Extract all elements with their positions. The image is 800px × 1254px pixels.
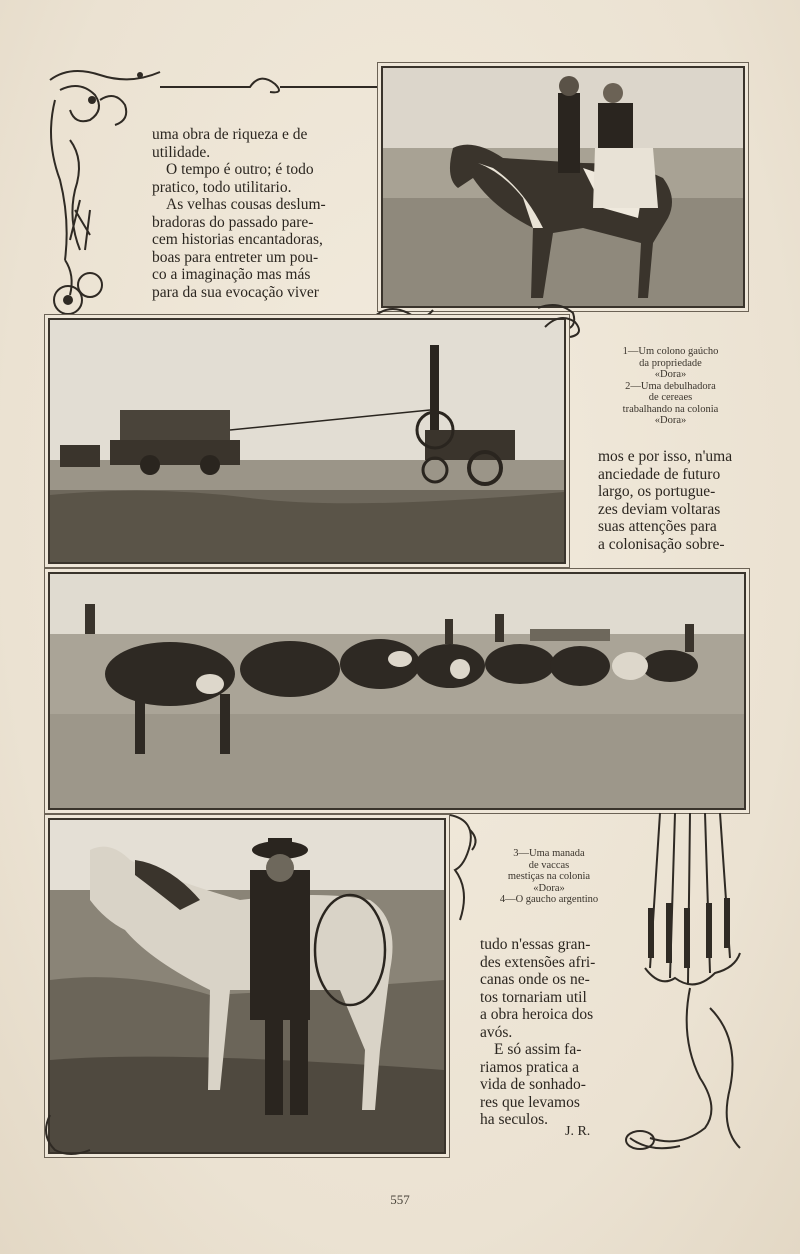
page-number: 557 — [390, 1192, 410, 1207]
caption-line: trabalhando na colonia — [622, 403, 719, 415]
text-line: O tempo é outro; é todo — [166, 161, 314, 178]
article-text-block-1 — [152, 126, 352, 301]
text-line: utilidade. — [152, 143, 211, 161]
text-line: zes deviam voltaras — [598, 500, 721, 518]
text-line: a colonisação sobre- — [598, 535, 725, 553]
text-line: vida de sonhado- — [480, 1076, 586, 1093]
text-line: mos e por isso, n'uma — [598, 448, 733, 465]
text-line: boas para entreter um pou- — [152, 248, 319, 266]
text-line: anciedade de futuro — [598, 465, 721, 483]
text-line: bradoras do passado pare- — [152, 213, 314, 231]
article-text-block-3 — [480, 936, 616, 1129]
text-line: a obra heroica dos — [480, 1006, 594, 1023]
author-signature: J. R. — [565, 1124, 591, 1139]
floral-ornament-top-left — [40, 60, 170, 320]
caption-line: 3—Uma manada — [513, 848, 585, 859]
caption-line: mestiças na colonia — [507, 871, 591, 882]
text-line: des extensões afri- — [480, 953, 596, 971]
photo-herd-of-cows — [48, 572, 746, 810]
text-line: para da sua evocação viver — [152, 283, 319, 301]
text-line: tudo n'essas gran- — [480, 936, 591, 953]
text-line: largo, os portugue- — [598, 483, 716, 500]
photo-threshing-machine — [48, 318, 566, 564]
caption-line: «Dora» — [533, 882, 565, 894]
caption-line: de vaccas — [528, 859, 570, 871]
text-line: riamos pratica a — [480, 1058, 579, 1076]
photo-caption-3-4 — [474, 848, 624, 906]
photo-argentine-gaucho — [48, 818, 446, 1154]
caption-line: 1—Um colono gaúcho — [622, 346, 719, 357]
text-line: tos tornariam util — [480, 988, 587, 1006]
text-line: As velhas cousas deslum- — [166, 196, 326, 213]
caption-line: «Dora» — [654, 415, 687, 426]
text-line: pratico, todo utilitario. — [152, 178, 292, 196]
text-line: E só assim fa- — [494, 1041, 582, 1058]
caption-line: 2—Uma debulhadora — [625, 380, 716, 392]
text-line: cem historias encantadoras, — [152, 231, 323, 248]
text-line: ha seculos. — [480, 1111, 549, 1128]
photo-gaucho-colonist-on-horse — [381, 66, 745, 308]
text-line: res que levamos — [480, 1093, 580, 1111]
scroll-flourish-bottom-left — [40, 1110, 100, 1160]
caption-line: «Dora» — [654, 369, 687, 380]
scroll-flourish-small — [540, 312, 585, 342]
caption-line: 4—O gaucho argentino — [499, 894, 599, 905]
caption-line: da propriedade — [639, 357, 702, 369]
text-line: suas attenções para — [598, 518, 717, 535]
text-line: canas onde os ne- — [480, 971, 590, 988]
caption-line: de cereaes — [648, 392, 693, 403]
text-line: avós. — [480, 1023, 513, 1041]
photo-caption-1-2 — [598, 346, 743, 427]
text-line: uma obra de riqueza e de — [152, 126, 308, 143]
text-line: co a imaginação mas más — [152, 266, 311, 283]
hanging-scarves-ornament — [620, 808, 760, 1163]
article-text-block-2 — [598, 448, 748, 553]
